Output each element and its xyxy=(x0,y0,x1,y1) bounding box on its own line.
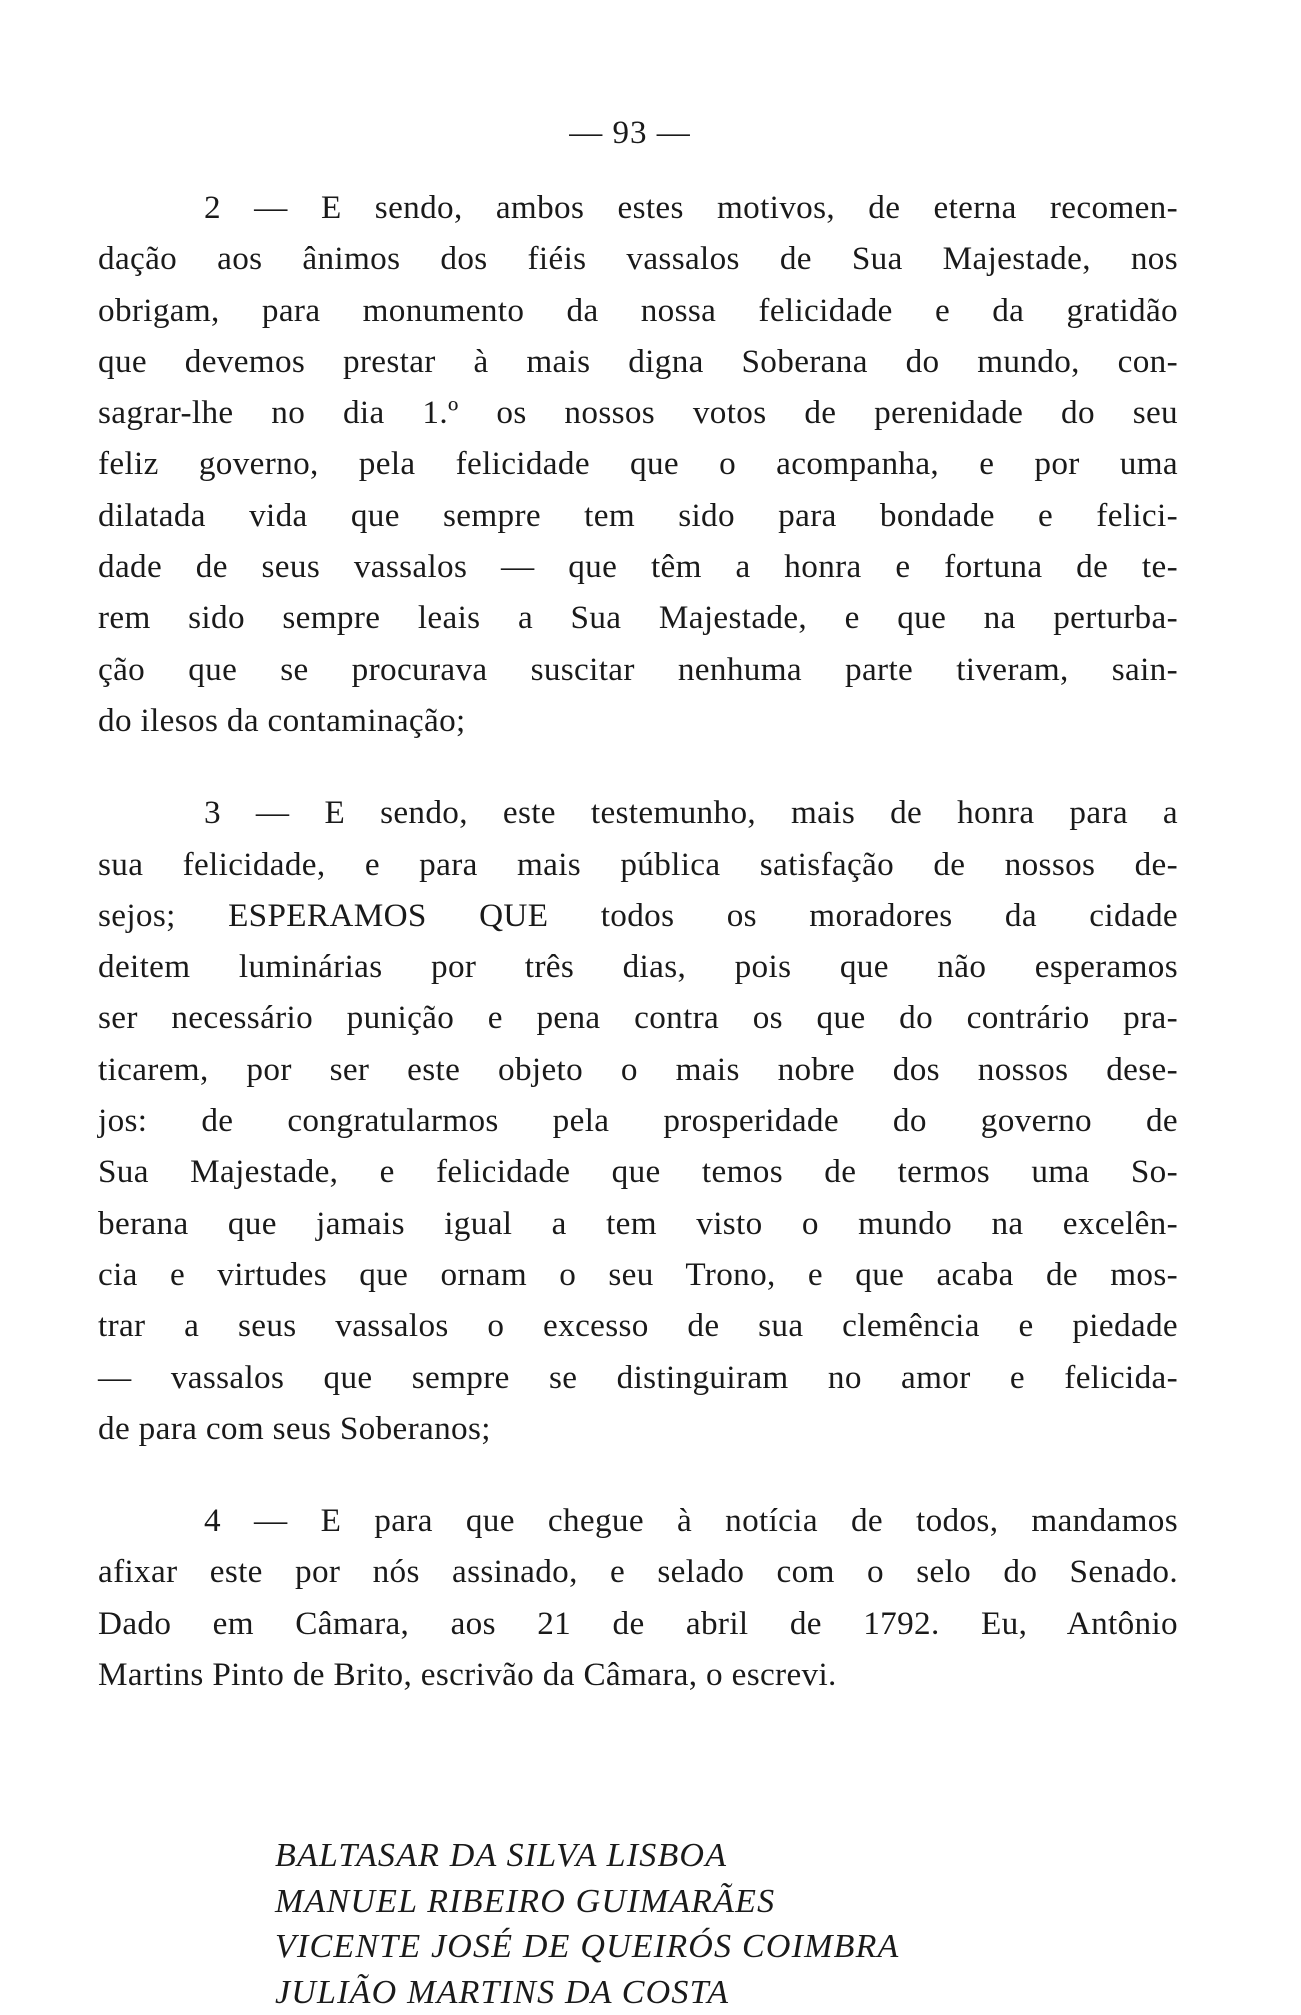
text-line: sua felicidade, e para mais pública satisfação de nossos de- xyxy=(98,839,1178,890)
text-line: dação aos ânimos dos fiéis vassalos de Sua Majestade, nos xyxy=(98,233,1178,284)
paragraph-2 xyxy=(98,182,1178,746)
text-line: feliz governo, pela felicidade que o acompanha, e por uma xyxy=(98,438,1178,489)
text-line: jos: de congratularmos pela prosperidade do governo de xyxy=(98,1095,1178,1146)
text-line: de para com seus Soberanos; xyxy=(98,1403,1178,1454)
text-line: trar a seus vassalos o excesso de sua clemência e piedade xyxy=(98,1300,1178,1351)
text-line: dilatada vida que sempre tem sido para bondade e felici- xyxy=(98,490,1178,541)
text-line: que devemos prestar à mais digna Soberana do mundo, con- xyxy=(98,336,1178,387)
paragraph-gap xyxy=(98,1454,1178,1495)
page-number: — 93 — xyxy=(0,115,1260,152)
signatory-name: BALTASAR DA SILVA LISBOA xyxy=(275,1833,900,1879)
paragraph-gap xyxy=(98,746,1178,787)
signatory-name: JULIÃO MARTINS DA COSTA xyxy=(275,1970,900,2015)
paragraph-3 xyxy=(98,787,1178,1454)
text-line: 3 — E sendo, este testemunho, mais de honra para a xyxy=(98,787,1178,838)
text-line: sejos; ESPERAMOS QUE todos os moradores da cidade xyxy=(98,890,1178,941)
text-line: Sua Majestade, e felicidade que temos de termos uma So- xyxy=(98,1146,1178,1197)
text-line: berana que jamais igual a tem visto o mundo na excelên- xyxy=(98,1198,1178,1249)
text-line: Martins Pinto de Brito, escrivão da Câmara, o escrevi. xyxy=(98,1649,1178,1700)
signatory-name: MANUEL RIBEIRO GUIMARÃES xyxy=(275,1879,900,1925)
text-line: Dado em Câmara, aos 21 de abril de 1792. Eu, Antônio xyxy=(98,1598,1178,1649)
text-line: afixar este por nós assinado, e selado com o selo do Senado. xyxy=(98,1546,1178,1597)
text-line: rem sido sempre leais a Sua Majestade, e que na perturba- xyxy=(98,592,1178,643)
text-line: cia e virtudes que ornam o seu Trono, e que acaba de mos- xyxy=(98,1249,1178,1300)
text-line: obrigam, para monumento da nossa felicidade e da gratidão xyxy=(98,285,1178,336)
signatory-name: VICENTE JOSÉ DE QUEIRÓS COIMBRA xyxy=(275,1924,900,1970)
text-line: 4 — E para que chegue à notícia de todos, mandamos xyxy=(98,1495,1178,1546)
text-line: 2 — E sendo, ambos estes motivos, de eterna recomen- xyxy=(98,182,1178,233)
signature-block xyxy=(275,1833,900,2015)
text-line: ticarem, por ser este objeto o mais nobre dos nossos dese- xyxy=(98,1044,1178,1095)
text-line: do ilesos da contaminação; xyxy=(98,695,1178,746)
text-line: deitem luminárias por três dias, pois que não esperamos xyxy=(98,941,1178,992)
body-text xyxy=(98,182,1178,1700)
text-line: ser necessário punição e pena contra os que do contrário pra- xyxy=(98,992,1178,1043)
text-line: sagrar-lhe no dia 1.º os nossos votos de perenidade do seu xyxy=(98,387,1178,438)
text-line: dade de seus vassalos — que têm a honra e fortuna de te- xyxy=(98,541,1178,592)
text-line: — vassalos que sempre se distinguiram no amor e felicida- xyxy=(98,1352,1178,1403)
paragraph-4 xyxy=(98,1495,1178,1700)
text-line: ção que se procurava suscitar nenhuma parte tiveram, sain- xyxy=(98,644,1178,695)
